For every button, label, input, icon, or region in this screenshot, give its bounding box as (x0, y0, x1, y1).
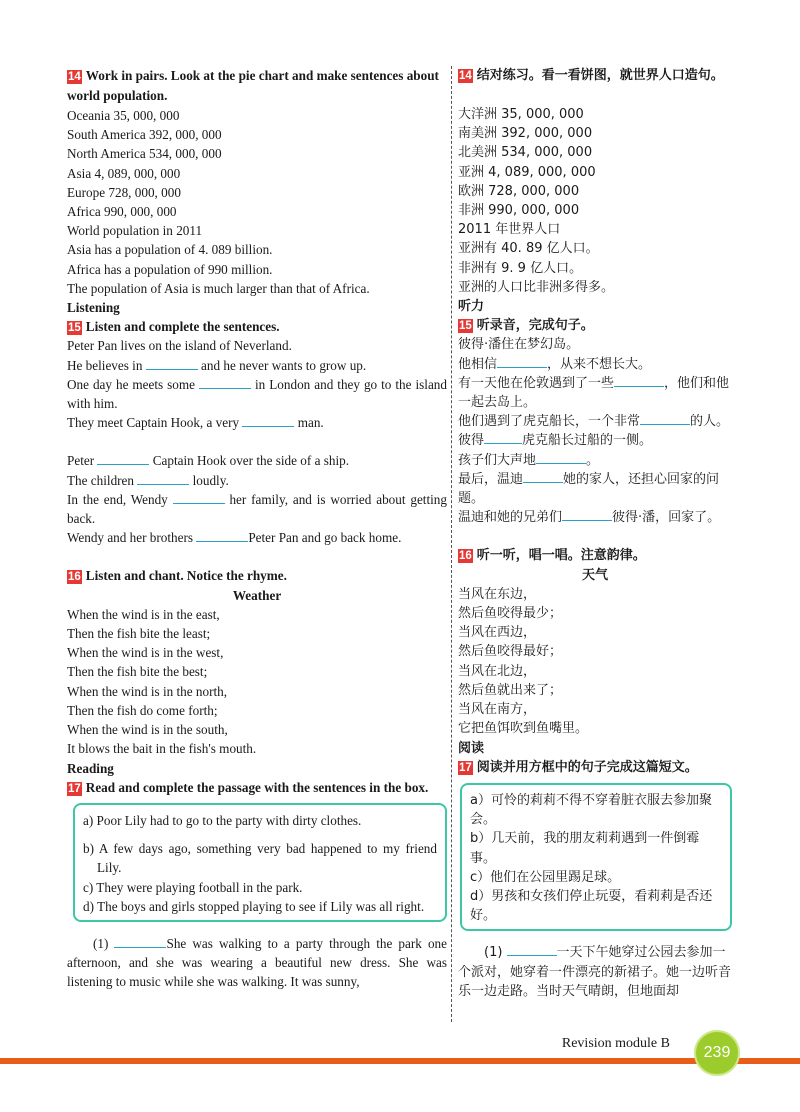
section-heading-listening: Listening (67, 300, 120, 316)
answer-blank[interactable] (640, 412, 690, 425)
box-option-d: d) The boys and girls stopped playing to see if Lily was all right. (83, 898, 425, 914)
sentence (67, 471, 447, 490)
exercise-16-heading-cn (458, 546, 732, 565)
sentence-text: 。 (586, 452, 600, 468)
answer-blank[interactable] (497, 355, 547, 368)
chant-lines (67, 605, 447, 759)
sentence (458, 374, 732, 412)
spacer (67, 432, 447, 451)
sentence-text: They meet Captain Hook, a very (67, 415, 243, 431)
chant-line: 当风在北边， (458, 663, 537, 679)
sentence-text: Peter Pan and go back home. (248, 530, 402, 546)
sentence-text: loudly. (189, 472, 229, 488)
sentence: Peter Pan lives on the island of Neverland. (67, 338, 292, 354)
list-item: 大洋洲 35, 000, 000 (458, 107, 584, 122)
sentence-text: Wendy and her brothers (67, 530, 197, 546)
spacer (458, 527, 732, 546)
box-option-c: c）他们在公园里踢足球。 (470, 869, 621, 885)
exercise-15-heading-cn (458, 316, 732, 335)
sentence (67, 490, 447, 528)
answer-blank[interactable] (137, 472, 189, 485)
list-item: Oceania 35, 000, 000 (67, 108, 180, 123)
population-list-cn (458, 105, 732, 297)
exercise-number-badge: 17 (68, 782, 81, 795)
chant-line: 然后鱼咬得最好； (458, 644, 563, 660)
exercise-title: Listen and chant. Notice the rhyme. (85, 568, 287, 584)
population-list (67, 106, 447, 298)
box-option-b: b）几天前，我的朋友莉莉遇到一件倒霉事。 (470, 831, 700, 866)
spacer (458, 86, 732, 105)
sentence-text: 她的家人，还担心回家的问题。 (458, 471, 720, 507)
list-item: World population in 2011 (67, 223, 203, 239)
sentence (458, 355, 732, 374)
list-item: 欧洲 728, 000, 000 (458, 183, 580, 199)
chant-line: 当风在西边， (458, 625, 537, 641)
answer-blank[interactable] (523, 470, 563, 483)
exercise-14-heading (67, 66, 447, 106)
sentence-text: Captain Hook over the side of a ship. (149, 453, 350, 469)
chant-line: 当风在南方， (458, 702, 537, 718)
list-item: 亚洲 4, 089, 000, 000 (458, 164, 596, 180)
chant-line: 当风在东边， (458, 586, 537, 602)
list-item: The population of Asia is much larger than that of Africa. (67, 280, 370, 296)
answer-blank[interactable] (242, 414, 294, 427)
passage (67, 934, 447, 992)
exercise-title: Listen and complete the sentences. (85, 319, 280, 335)
chant-line: Then the fish do come forth; (67, 702, 218, 718)
chant-line: Then the fish bite the least; (67, 626, 211, 642)
exercise-number-badge: 16 (459, 550, 472, 563)
footer-bar (0, 1058, 800, 1064)
exercise-title: Read and complete the passage with the sentences in the box. (85, 779, 429, 795)
passage-cn (458, 943, 732, 1001)
sentence-text: ，从来不想长大。 (547, 356, 652, 372)
chant-line: 然后鱼咬得最少； (458, 606, 563, 622)
answer-blank[interactable] (507, 943, 557, 956)
answer-blank[interactable] (146, 357, 198, 370)
passage-number: (1) (484, 945, 507, 961)
chant-line: When the wind is in the east, (67, 606, 220, 622)
sentence-text: her family, and is worried about getting back. (67, 491, 447, 527)
answer-blank[interactable] (562, 508, 612, 521)
sentence-box (73, 803, 447, 922)
sentence-text: Peter (67, 453, 98, 469)
sentence (67, 375, 447, 413)
sentence (458, 470, 732, 508)
sentence (67, 356, 447, 375)
sentence: 彼得·潘住在梦幻岛。 (458, 337, 580, 353)
sentence-text: The children (67, 472, 138, 488)
exercise-number-badge: 17 (459, 761, 472, 774)
box-option-a: a) Poor Lily had to go to the party with dirty clothes. (83, 812, 362, 828)
chant-line: Then the fish bite the best; (67, 664, 208, 680)
list-item: Asia 4, 089, 000, 000 (67, 165, 181, 181)
sentence-text: 他们遇到了虎克船长，一个非常 (458, 414, 641, 430)
list-item: 亚洲的人口比非洲多得多。 (458, 279, 615, 295)
list-item: Europe 728, 000, 000 (67, 184, 181, 200)
column-divider (451, 66, 452, 1022)
spacer (67, 547, 447, 566)
exercise-15-heading (67, 317, 447, 336)
sentence-text: 的人。 (690, 414, 730, 430)
answer-blank[interactable] (196, 529, 248, 542)
box-option-d: d）男孩和女孩们停止玩耍，看莉莉是否还好。 (470, 888, 713, 924)
list-item: North America 534, 000, 000 (67, 146, 222, 162)
list-item: 亚洲有 40. 89 亿人口。 (458, 241, 599, 257)
chant-line: 然后鱼就出来了； (458, 682, 563, 698)
exercise-15-sentences (67, 336, 447, 547)
list-item: 北美洲 534, 000, 000 (458, 145, 593, 161)
list-item: 南美洲 392, 000, 000 (458, 126, 593, 142)
exercise-title: 听录音，完成句子。 (476, 318, 594, 334)
answer-blank[interactable] (199, 376, 251, 389)
answer-blank[interactable] (97, 452, 149, 465)
exercise-title: Work in pairs. Look at the pie chart and make sentences about world population. (67, 68, 439, 103)
answer-blank[interactable] (484, 431, 522, 444)
sentence-text: in London and they go to the island with him. (67, 376, 447, 412)
exercise-17-heading-cn (458, 758, 732, 777)
chant-line: It blows the bait in the fish's mouth. (67, 741, 257, 757)
chant-line: 它把鱼饵吹到鱼嘴里。 (458, 721, 589, 737)
section-heading-listening-cn: 听力 (458, 299, 485, 315)
box-option-b: b) A few days ago, something very bad happened to my friend Lily. (83, 841, 437, 876)
sentence (67, 451, 447, 470)
list-item: Africa 990, 000, 000 (67, 204, 177, 220)
sentence-text: 他相信 (458, 356, 498, 372)
sentence-text: 虎克船长过船的一侧。 (522, 433, 653, 449)
chant-title-cn: 天气 (581, 567, 608, 583)
list-item: 非洲 990, 000, 000 (458, 203, 580, 219)
sentence-text: 有一天他在伦敦遇到了一些 (458, 375, 615, 391)
module-title: Revision module B (561, 1036, 670, 1051)
english-column (67, 66, 447, 992)
box-option-a: a）可怜的莉莉不得不穿着脏衣服去参加聚会。 (470, 792, 712, 828)
chant-title: Weather (232, 587, 282, 603)
chant-lines-cn (458, 585, 732, 739)
sentence (67, 413, 447, 432)
passage-text: She was walking to a party through the park one afternoon, and she was wearing a beautiful new dress. She was listening to music while she was walking. It was sunny, (67, 935, 447, 990)
passage-number: (1) (93, 935, 115, 951)
section-heading-reading: Reading (67, 760, 114, 776)
exercise-title: 结对练习。看一看饼图，就世界人口造句。 (476, 68, 724, 83)
sentence-text: One day he meets some (67, 376, 199, 392)
sentence-text: 最后，温迪 (458, 471, 524, 487)
box-option-c: c) They were playing football in the park. (83, 879, 303, 895)
sentence-text: and he never wants to grow up. (197, 357, 367, 373)
sentence-text: 彼得 (458, 433, 485, 449)
answer-blank[interactable] (173, 491, 225, 504)
section-heading-reading-cn: 阅读 (458, 740, 485, 756)
sentence (67, 528, 447, 547)
exercise-16-heading (67, 566, 447, 585)
exercise-number-badge: 15 (68, 322, 81, 335)
list-item: 非洲有 9. 9 亿人口。 (458, 260, 583, 276)
sentence (458, 451, 732, 470)
list-item: 2011 年世界人口 (458, 222, 561, 238)
chant-line: When the wind is in the west, (67, 645, 224, 661)
sentence (458, 412, 732, 431)
sentence-text: In the end, Wendy (67, 491, 173, 507)
page-number: 239 (694, 1030, 740, 1076)
exercise-number-badge: 15 (459, 320, 472, 333)
list-item: Asia has a population of 4. 089 billion. (67, 242, 273, 258)
sentence-text: He believes in (67, 357, 146, 373)
sentence-text: man. (294, 415, 324, 431)
list-item: Africa has a population of 990 million. (67, 261, 273, 277)
exercise-15-sentences-cn (458, 335, 732, 527)
exercise-17-heading (67, 778, 447, 797)
passage-text: 一天下午她穿过公园去参加一个派对，她穿着一件漂亮的新裙子。她一边听音乐一边走路。当时天气晴朗，但地面却 (458, 945, 732, 999)
sentence-text: 孩子们大声地 (458, 452, 537, 468)
sentence-text: 彼得·潘，回家了。 (612, 510, 721, 526)
sentence (458, 508, 732, 527)
answer-blank[interactable] (114, 935, 166, 948)
exercise-number-badge: 16 (68, 571, 81, 584)
chant-line: When the wind is in the north, (67, 683, 228, 699)
exercise-title: 阅读并用方框中的句子完成这篇短文。 (476, 759, 698, 775)
chinese-column (458, 66, 732, 1001)
chant-line: When the wind is in the south, (67, 722, 228, 738)
answer-blank[interactable] (536, 451, 586, 464)
exercise-number-badge: 14 (459, 70, 472, 82)
list-item: South America 392, 000, 000 (67, 127, 222, 143)
exercise-14-heading-cn (458, 66, 732, 86)
answer-blank[interactable] (614, 374, 664, 387)
sentence (458, 431, 732, 450)
exercise-title: 听一听，唱一唱。注意韵律。 (476, 548, 646, 564)
sentence-box-cn (460, 783, 732, 931)
sentence-text: ，他们和他一起去岛上。 (458, 375, 730, 411)
sentence-text: 温迪和她的兄弟们 (458, 510, 563, 526)
exercise-number-badge: 14 (68, 71, 81, 83)
